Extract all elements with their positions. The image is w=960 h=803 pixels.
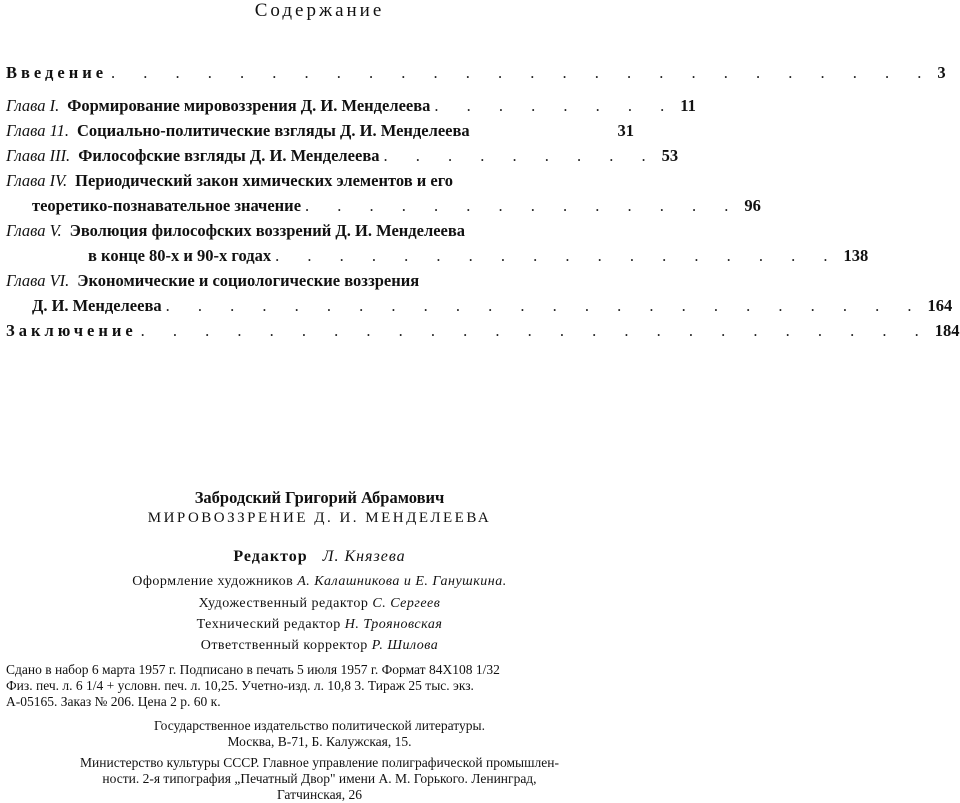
toc-entry [6,243,869,268]
toc-entry-text: Заключение [6,321,137,340]
toc-entry [6,143,679,168]
proofreader-name: Р. Шилова [371,638,439,653]
table-of-contents [6,60,960,343]
toc-entry [6,218,634,243]
toc-entry-text: Д. И. Менделеева [32,296,162,315]
toc-entry [6,118,634,143]
toc-page-number: 96 [744,196,761,215]
art-editor-credit [0,596,639,612]
toc-entry-text: теоретико-познавательное значение [32,196,302,215]
toc-chapter-label: Глава VI. [6,271,70,290]
toc-page-number: 3 [937,63,946,82]
toc-entry-text: Формирование мировоззрения Д. И. Менделеева [67,96,431,115]
proofreader-credit [0,638,639,654]
publisher-line: Государственное издательство политической литературы. [154,718,485,733]
design-names: А. Калашникова и Е. Ганушкина. [297,574,507,589]
print-details [6,662,634,710]
print-details-line: Физ. печ. л. 6 1/4 + условн. печ. л. 10,25. Учетно-изд. л. 10,8 3. Тираж 25 тыс. экз. [6,678,474,693]
toc-page-number: 138 [843,246,869,265]
page-title: Содержание [254,0,385,21]
toc-leader-dots: . . . . . . . . . [383,146,658,165]
printer-info [0,755,639,803]
print-details-line: А-05165. Заказ № 206. Цена 2 р. 60 к. [6,694,221,709]
toc-leader-dots: . . . . . . . . . . . . . . . . . . . . . . . . . [140,321,931,340]
toc-entry [6,268,634,293]
toc-entry [6,93,696,118]
toc-leader-dots: . . . . . . . . . . . . . . . . . . . . . . . . . . [111,63,934,82]
toc-chapter-label: Глава I. [6,96,60,115]
tech-editor-role: Технический редактор [196,617,341,632]
editor-credit [0,548,639,566]
tech-editor-name: Н. Трояновская [344,617,443,632]
toc-entry [6,193,761,218]
design-role: Оформление художников [132,574,294,589]
toc-entry [6,318,960,343]
printer-line: ности. 2-я типография „Печатный Двор" имени А. М. Горького. Ленинград, [102,771,537,786]
toc-page-number: 53 [661,146,679,165]
toc-leader-dots: . . . . . . . . . . . . . . . . . . [275,246,840,265]
author-name: Забродский Григорий Абрамович [194,488,445,507]
toc-page-number: 31 [617,121,634,140]
toc-chapter-label: Глава IV. [6,171,68,190]
toc-page-number: 184 [934,321,960,340]
proofreader-role: Ответственный корректор [200,638,368,653]
art-editor-name: С. Сергеев [372,596,441,611]
toc-entry [6,293,953,318]
toc-entry-text: Периодический закон химических элементов и его [75,171,454,190]
toc-entry-text: Философские взгляды Д. И. Менделеева [78,146,380,165]
toc-entry-text: в конце 80-х и 90-х годах [88,246,272,265]
printer-line: Гатчинская, 26 [276,787,363,802]
publisher-info [0,718,639,750]
toc-entry-text: Введение [6,63,108,82]
editor-name: Л. Князева [322,548,406,565]
toc-chapter-label: Глава III. [6,146,71,165]
toc-entry-text: Социально-политические взгляды Д. И. Менделеева [76,121,470,140]
publisher-line: Москва, В-71, Б. Калужская, 15. [227,734,412,749]
print-details-line: Сдано в набор 6 марта 1957 г. Подписано в печать 5 июля 1957 г. Формат 84X108 1/32 [6,662,500,677]
toc-page-number: 11 [680,96,696,115]
toc-entry-text: Эволюция философских воззрений Д. И. Менделеева [69,221,466,240]
editor-role: Редактор [233,548,308,565]
toc-chapter-label: Глава 11. [6,121,69,140]
tech-editor-credit [0,617,639,633]
toc-leader-dots: . . . . . . . . [434,96,677,115]
toc-chapter-label: Глава V. [6,221,62,240]
toc-entry-text: Экономические и социологические воззрения [77,271,420,290]
toc-entry [6,168,634,193]
book-title: МИРОВОЗЗРЕНИЕ Д. И. МЕНДЕЛЕЕВА [147,510,492,526]
printer-line: Министерство культуры СССР. Главное управление полиграфической промышлен- [80,755,559,770]
design-credit [0,574,639,590]
toc-page-number: 164 [927,296,953,315]
toc-leader-dots: . . . . . . . . . . . . . . . . . . . . . . . . [165,296,924,315]
art-editor-role: Художественный редактор [198,596,369,611]
toc-leader-dots: . . . . . . . . . . . . . . [305,196,741,215]
toc-entry [6,60,946,85]
